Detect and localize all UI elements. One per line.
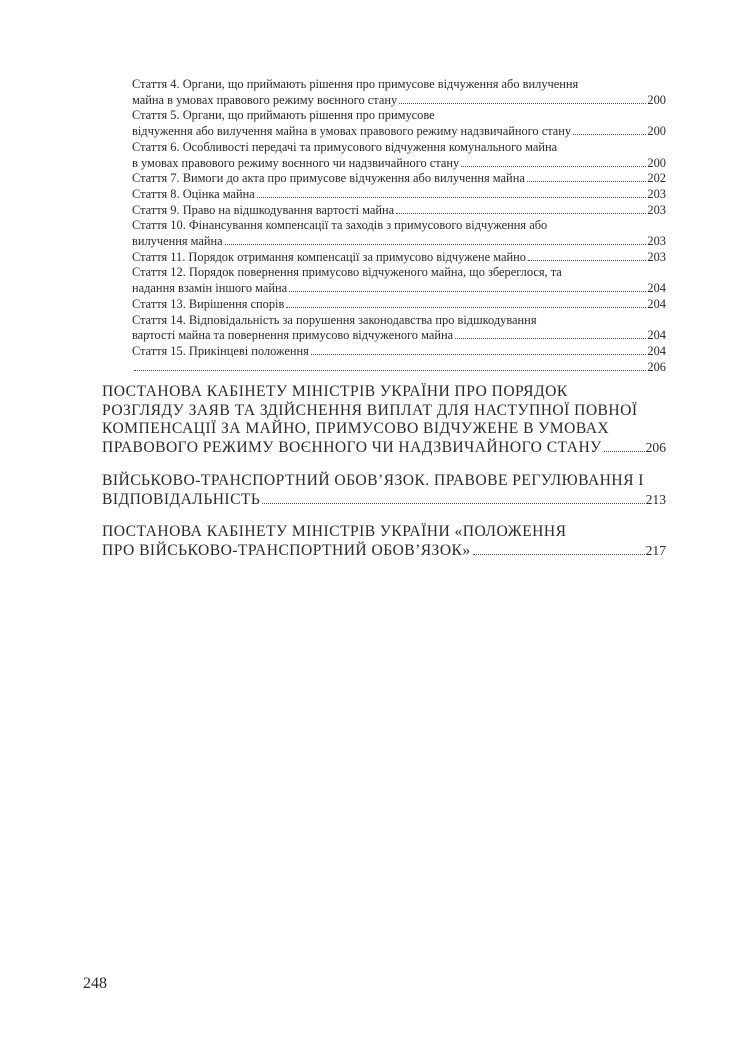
dot-leader	[396, 212, 646, 214]
toc-entry-line	[102, 439, 666, 458]
toc-entry-text: Стаття 10. Фінансування компенсації та заходів з примусового відчуження або	[132, 218, 548, 233]
dot-leader	[461, 165, 646, 167]
dot-leader	[289, 290, 646, 292]
dot-leader	[473, 553, 645, 555]
toc-entry-text: в умовах правового режиму воєнного чи надзвичайного стану	[132, 155, 460, 170]
toc-page-number: 206	[647, 359, 666, 374]
dot-leader	[311, 353, 647, 355]
toc-entry-line	[132, 93, 666, 109]
toc-entry-text: Стаття 15. Прикінцеві положення	[132, 343, 309, 358]
toc-entry-text: ПОСТАНОВА КАБІНЕТУ МІНІСТРІВ УКРАЇНИ ПРО ПОРЯДОК	[102, 383, 568, 400]
toc-page-number: 200	[647, 92, 666, 107]
toc-entry[interactable]	[132, 77, 666, 108]
toc-subsection-list	[132, 77, 666, 375]
toc-entry-line	[132, 140, 666, 156]
toc-page-number: 203	[647, 186, 666, 201]
dot-leader	[225, 243, 647, 245]
toc-major-entry[interactable]	[102, 472, 666, 509]
toc-page-number: 200	[647, 155, 666, 170]
toc-entry-line	[132, 156, 666, 172]
dot-leader	[134, 369, 646, 371]
toc-entry-text: Стаття 9. Право на відшкодування вартості майна	[132, 202, 395, 217]
toc-page-number: 213	[645, 491, 666, 507]
toc-entry-line	[132, 124, 666, 140]
toc-entry-line	[132, 281, 666, 297]
toc-entry-text: ВІДПОВІДАЛЬНІСТЬ	[102, 490, 261, 508]
toc-entry-text: Стаття 14. Відповідальність за порушення законодавства про відшкодування	[132, 312, 537, 327]
toc-page-number: 203	[647, 249, 666, 264]
dot-leader	[399, 102, 646, 104]
toc-entry-line	[132, 344, 666, 360]
toc-entry-line	[102, 491, 666, 510]
toc-entry-text: майна в умовах правового режиму воєнного стану	[132, 92, 398, 107]
toc-entry-text: вартості майна та повернення примусово відчуженого майна	[132, 328, 454, 343]
toc-entry-line	[132, 108, 666, 124]
dot-leader	[527, 180, 647, 182]
toc-entry-line	[102, 523, 666, 542]
toc-entry-text: ПРАВОВОГО РЕЖИМУ ВОЄННОГО ЧИ НАДЗВИЧАЙНОГО СТАНУ	[102, 439, 602, 457]
dot-leader	[262, 502, 644, 504]
toc-entry-text: Стаття 8. Оцінка майна	[132, 186, 255, 201]
toc-page-number: 204	[647, 281, 666, 296]
toc-entry-text: ПРО ВІЙСЬКОВО-ТРАНСПОРТНИЙ ОБОВ’ЯЗОК»	[102, 541, 471, 559]
toc-entry-line	[102, 542, 666, 561]
toc-page-number: 217	[645, 542, 666, 558]
toc-entry-line	[132, 250, 666, 266]
toc-entry[interactable]	[132, 140, 666, 171]
toc-main-list	[102, 383, 666, 575]
toc-entry[interactable]	[132, 344, 666, 360]
toc-entry-text: Стаття 7. Вимоги до акта про примусове відчуження або вилучення майна	[132, 171, 525, 186]
dot-leader	[604, 450, 645, 452]
toc-page-number: 206	[645, 440, 666, 456]
toc-entry-line	[132, 297, 666, 313]
toc-entry[interactable]	[132, 360, 666, 376]
toc-page-number: 200	[647, 124, 666, 139]
toc-entry-line	[132, 77, 666, 93]
toc-entry-text: ПОСТАНОВА КАБІНЕТУ МІНІСТРІВ УКРАЇНИ «ПОЛОЖЕННЯ	[102, 523, 567, 541]
toc-entry-line	[132, 360, 666, 376]
toc-entry-line	[132, 234, 666, 250]
toc-entry-text: Стаття 6. Особливості передачі та примусового відчуження комунального майна	[132, 139, 558, 154]
toc-entry[interactable]	[132, 297, 666, 313]
dot-leader	[528, 259, 646, 261]
toc-entry[interactable]	[132, 218, 666, 249]
toc-entry[interactable]	[132, 108, 666, 139]
toc-entry-text: надання взамін іншого майна	[132, 281, 288, 296]
dot-leader	[455, 337, 646, 339]
dot-leader	[573, 133, 646, 135]
toc-entry-line	[132, 187, 666, 203]
toc-entry-text: вилучення майна	[132, 234, 223, 249]
toc-entry-line	[132, 218, 666, 234]
toc-major-entry[interactable]	[102, 523, 666, 560]
toc-entry-text: Стаття 12. Порядок повернення примусово відчуженого майна, що збереглося, та	[132, 265, 562, 280]
toc-major-entry[interactable]	[102, 383, 666, 458]
toc-entry-line	[102, 472, 666, 491]
toc-entry-line	[132, 171, 666, 187]
toc-entry-line	[132, 328, 666, 344]
toc-page-number: 202	[647, 171, 666, 186]
toc-page-number: 203	[647, 234, 666, 249]
toc-entry[interactable]	[132, 203, 666, 219]
toc-entry[interactable]	[132, 250, 666, 266]
toc-entry[interactable]	[132, 313, 666, 344]
toc-entry-text: ВІЙСЬКОВО-ТРАНСПОРТНИЙ ОБОВ’ЯЗОК. ПРАВОВЕ РЕГУЛЮВАННЯ І	[102, 471, 644, 489]
toc-entry-text: відчуження або вилучення майна в умовах правового режиму надзвичайного стану	[132, 124, 572, 139]
toc-entry-text: Стаття 5. Органи, що приймають рішення про примусове	[132, 108, 435, 123]
dot-leader	[257, 196, 647, 198]
toc-entry-line	[132, 265, 666, 281]
toc-entry[interactable]	[132, 265, 666, 296]
toc-entry-line	[132, 313, 666, 329]
dot-leader	[286, 306, 646, 308]
toc-entry-text: Стаття 13. Вирішення спорів	[132, 296, 285, 311]
toc-entry-line	[102, 402, 666, 421]
toc-entry[interactable]	[132, 187, 666, 203]
toc-entry-line	[132, 203, 666, 219]
toc-entry-text: РОЗГЛЯДУ ЗАЯВ ТА ЗДІЙСНЕННЯ ВИПЛАТ ДЛЯ НАСТУПНОЇ ПОВНОЇ	[102, 401, 638, 419]
toc-entry-text: Стаття 4. Органи, що приймають рішення про примусове відчуження або вилучення	[132, 77, 579, 91]
toc-page-number: 203	[647, 202, 666, 217]
toc-entry-text: Стаття 11. Порядок отримання компенсації за примусово відчужене майно	[132, 249, 526, 264]
toc-page-number: 204	[647, 343, 666, 358]
toc-entry-text: КОМПЕНСАЦІЇ ЗА МАЙНО, ПРИМУСОВО ВІДЧУЖЕНЕ В УМОВАХ	[102, 420, 610, 438]
toc-page-number: 204	[647, 328, 666, 343]
toc-entry-line	[102, 420, 666, 439]
toc-entry[interactable]	[132, 171, 666, 187]
page-number: 248	[83, 975, 107, 992]
toc-entry-line	[102, 383, 666, 402]
toc-page-number: 204	[647, 296, 666, 311]
